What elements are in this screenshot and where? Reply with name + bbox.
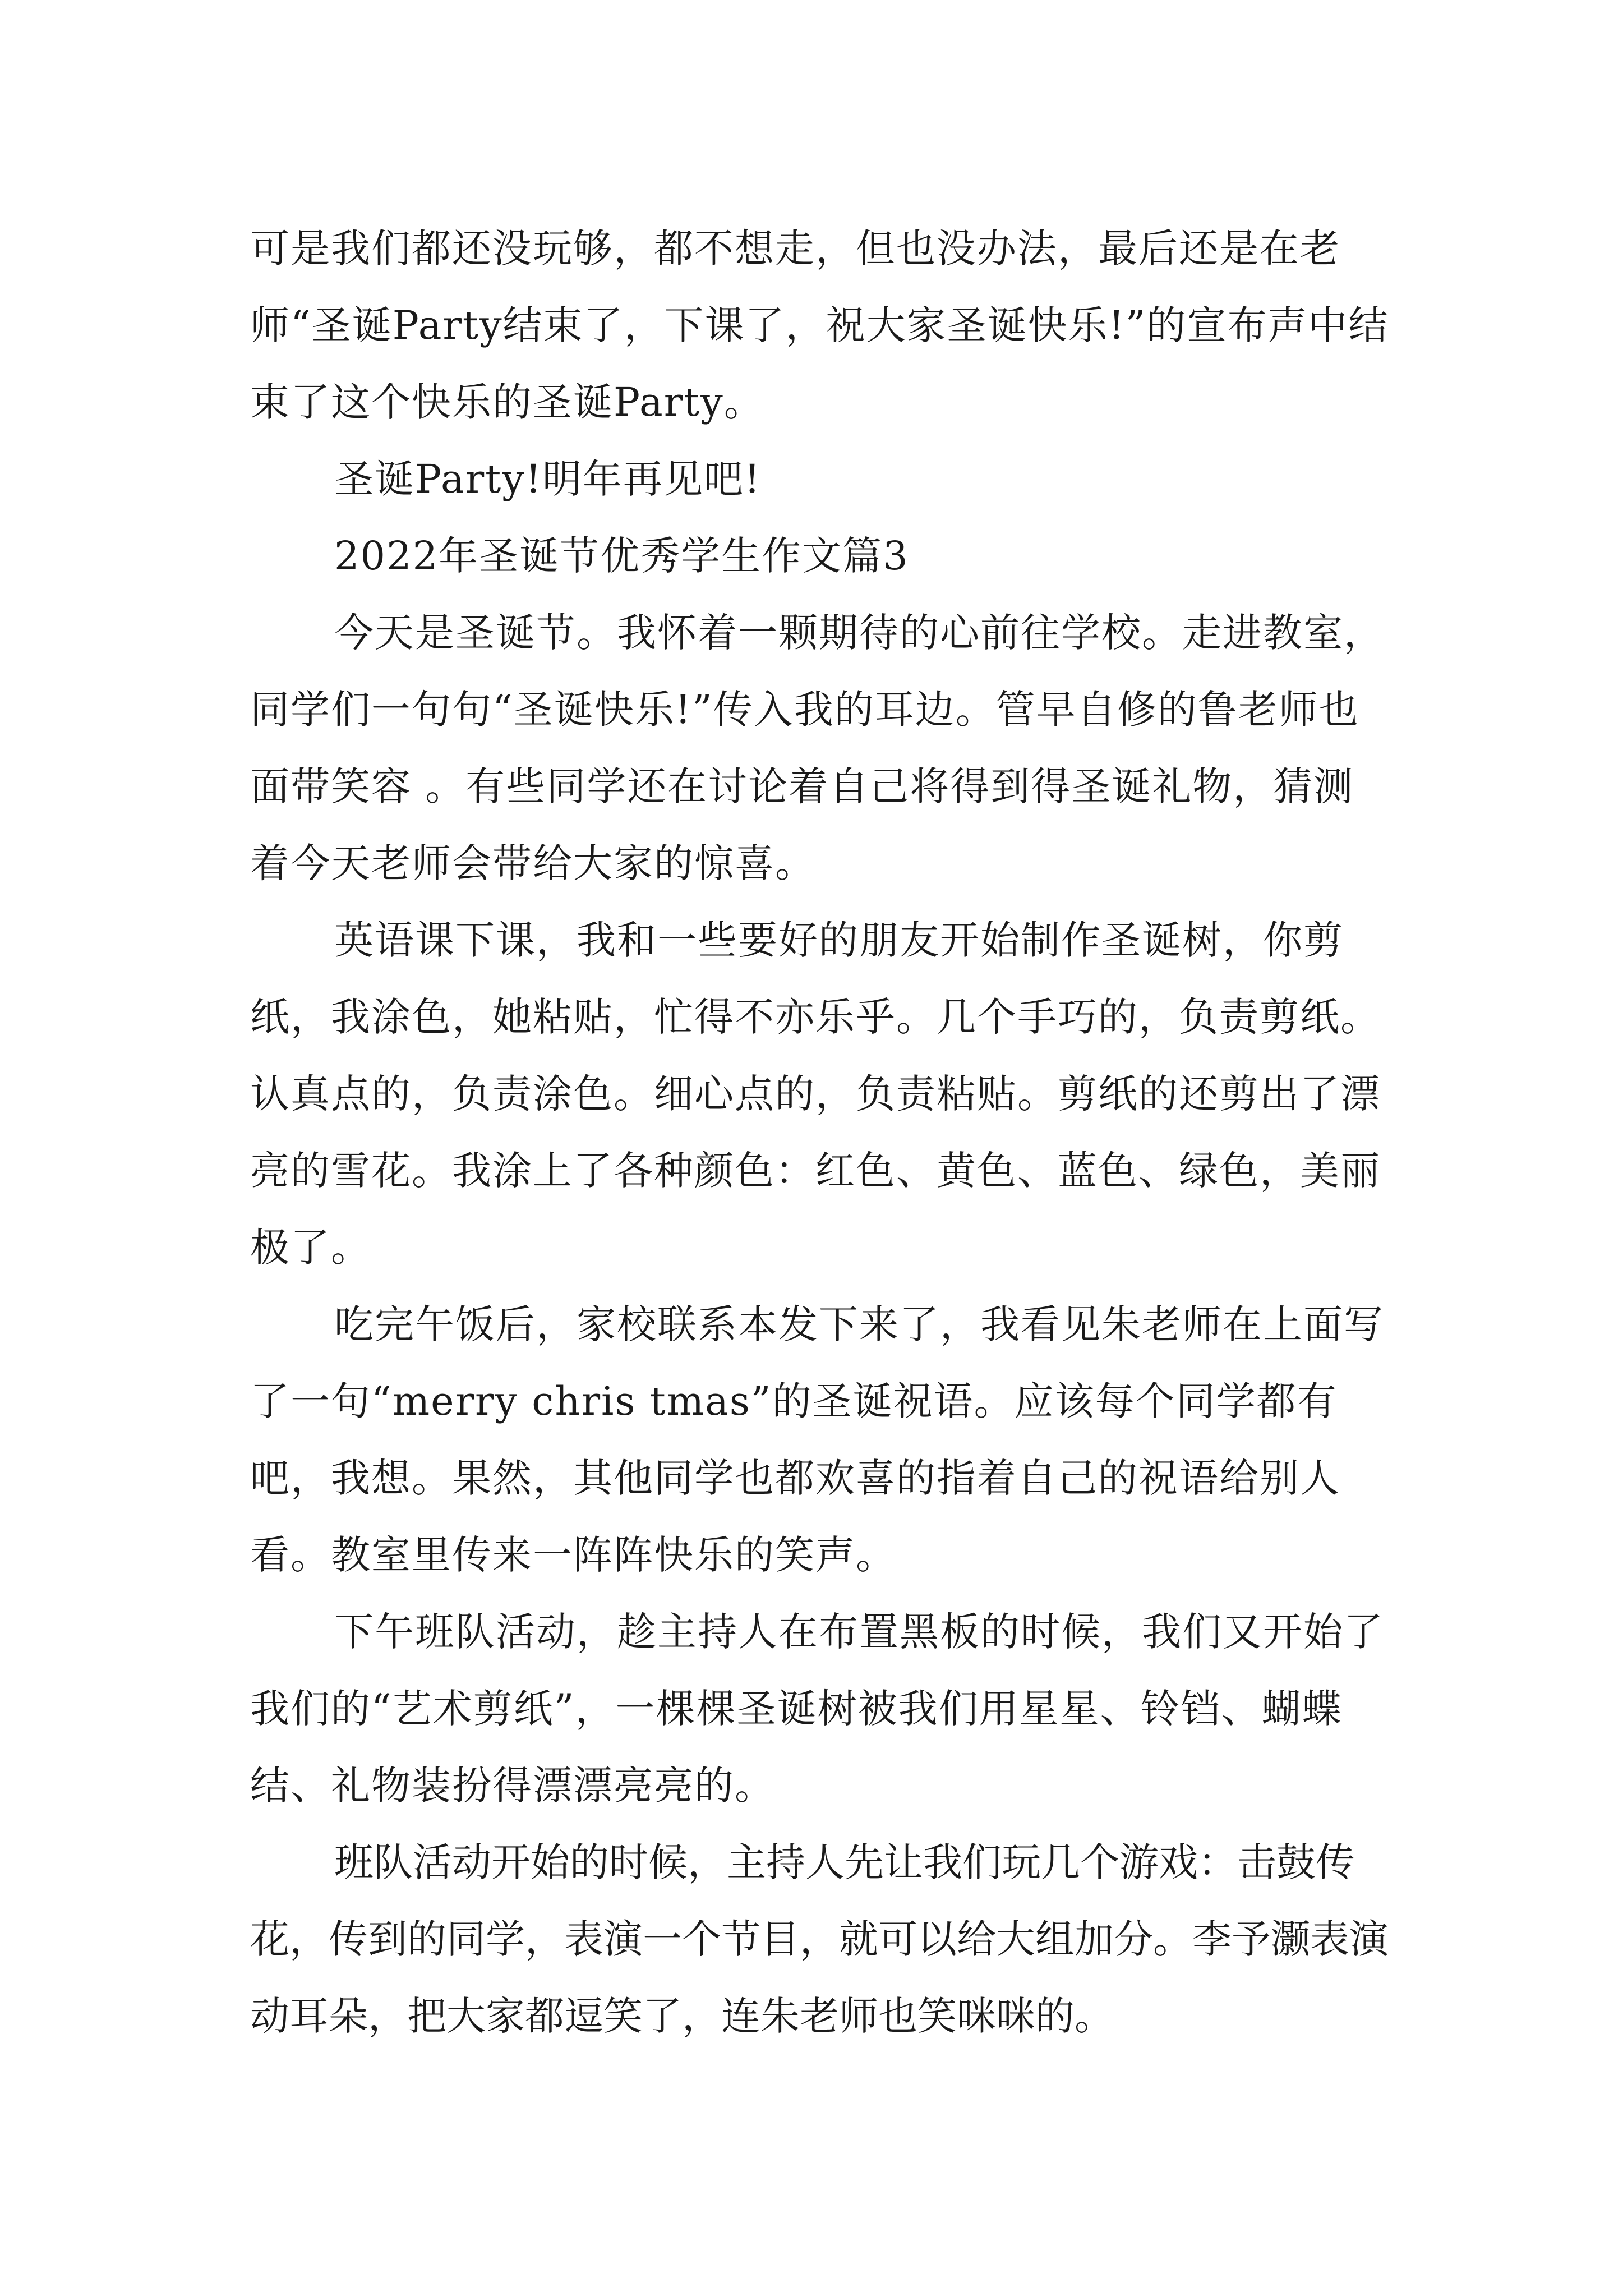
- paragraph: 英语课下课，我和一些要好的朋友开始制作圣诞树，你剪纸，我涂色，她粘贴，忙得不亦乐乎。几个手巧的，负责剪纸。认真点的，负责涂色。细心点的，负责粘贴。剪纸的还剪出了漂亮的雪花。我涂上了各种颜色：红色、黄色、蓝色、绿色，美丽极了。: [250, 917, 1381, 1271]
- paragraph: 圣诞Party!明年再见吧!: [334, 456, 762, 502]
- document-body: [250, 210, 1394, 2055]
- paragraph: 今天是圣诞节。我怀着一颗期待的心前往学校。走进教室，同学们一句句“圣诞快乐!”传入我的耳边。管早自修的鲁老师也面带笑容 。有些同学还在讨论着自己将得到得圣诞礼物，猜测着今天老师会带给大家的惊喜。: [250, 610, 1384, 886]
- paragraph: 可是我们都还没玩够，都不想走，但也没办法，最后还是在老师“圣诞Party结束了，下课了，祝大家圣诞快乐!”的宣布声中结束了这个快乐的圣诞Party。: [250, 226, 1389, 425]
- paragraph: 班队活动开始的时候，主持人先让我们玩几个游戏：击鼓传花，传到的同学，表演一个节目，就可以给大组加分。李予灏表演动耳朵，把大家都逗笑了，连朱老师也笑咪咪的。: [250, 1839, 1389, 2039]
- paragraph: 吃完午饭后，家校联系本发下来了，我看见朱老师在上面写了一句“merry chris tmas”的圣诞祝语。应该每个同学都有吧，我想。果然，其他同学也都欢喜的指着自己的祝语给别人看。教室里传来一阵阵快乐的笑声。: [250, 1301, 1384, 1578]
- section-heading: 2022年圣诞节优秀学生作文篇3: [334, 533, 909, 579]
- paragraph: 下午班队活动，趁主持人在布置黑板的时候，我们又开始了我们的“艺术剪纸”，一棵棵圣诞树被我们用星星、铃铛、蝴蝶结、礼物装扮得漂漂亮亮的。: [250, 1609, 1384, 1809]
